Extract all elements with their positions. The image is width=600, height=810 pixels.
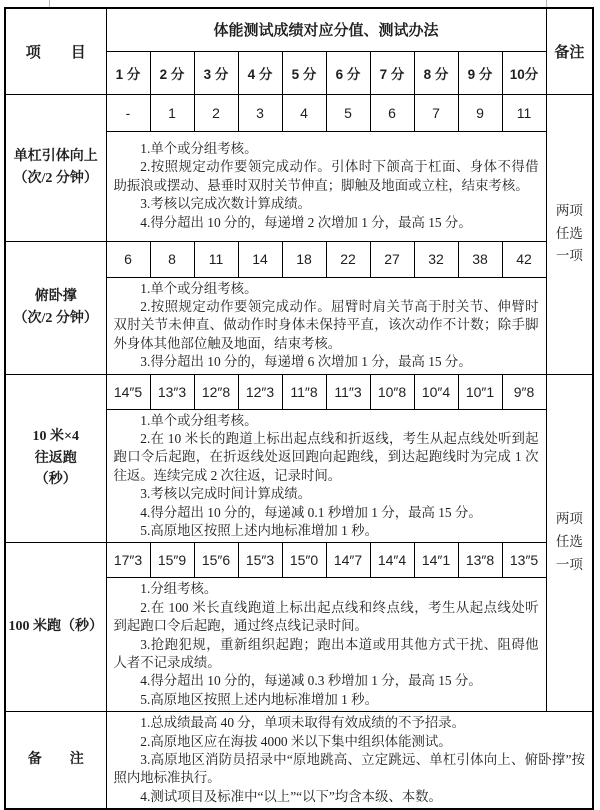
project-cell-pushups [5, 241, 106, 374]
score-header-2: 2 分 [150, 51, 194, 94]
value-cell: 22 [326, 241, 370, 277]
project-name-line: （次/2 分钟） [13, 310, 98, 326]
method-paragraph: 5.高原地区按照上述内地标准增加 1 秒。 [140, 691, 378, 707]
project-cell-shuttle-run [5, 374, 106, 543]
method-paragraph: 1.单个或分组考核。 [140, 280, 258, 296]
value-cell: 7 [414, 94, 458, 131]
value-cell: 11″8 [282, 374, 326, 409]
value-cell: 11″3 [326, 374, 370, 409]
value-cell: 3 [238, 94, 282, 131]
method-cell-pullups [106, 131, 546, 241]
method-paragraph: 1.分组考核。 [140, 581, 218, 597]
score-header-6: 6 分 [326, 51, 370, 94]
value-cell: 11 [194, 241, 238, 277]
value-cell: 18 [282, 241, 326, 277]
method-paragraph: 2.在 100 米长直线跑道上标出起点线和终点线，考生从起点线处听到起跑口令后起跑，通过终点线记录时间。 [113, 599, 539, 634]
value-cell: 12″8 [194, 374, 238, 409]
method-paragraph: 5.高原地区按照上述内地标准增加 1 秒。 [140, 522, 378, 538]
value-cell: 10″1 [458, 374, 502, 409]
value-cell: 11 [502, 94, 546, 131]
value-cell: 10″8 [370, 374, 414, 409]
value-cell: 9″8 [502, 374, 546, 409]
remarks-cell-choose-one-upper: 两项任选一项 [546, 94, 593, 374]
method-paragraph: 3.得分超出 10 分的，每递增 6 次增加 1 分，最高 15 分。 [140, 354, 472, 370]
method-paragraph: 4.得分超出 10 分的，每递减 0.1 秒增加 1 分，最高 15 分。 [140, 504, 482, 520]
value-cell: 42 [502, 241, 546, 277]
value-cell: 27 [370, 241, 414, 277]
value-cell: 2 [194, 94, 238, 131]
method-cell-shuttle-run [106, 409, 546, 543]
fitness-test-score-table [4, 7, 594, 810]
score-header-8: 8 分 [414, 51, 458, 94]
value-cell: - [106, 94, 150, 131]
gridline-artifact-right [546, 0, 547, 7]
value-cell: 13″3 [150, 374, 194, 409]
remarks-column-header: 备注 [546, 8, 593, 94]
method-paragraph: 2.在 10 米长的跑道上标出起点线和折返线，考生从起点线处听到起跑口令后起跑，在折返线处返回跑向起跑线，到达起跑线时为完成 1 次往返。连续完成 2 次往返，记录时间。 [113, 430, 539, 483]
method-paragraph: 3.考核以完成次数计算成绩。 [140, 196, 312, 212]
project-name-line: 100 米跑（秒） [8, 619, 103, 635]
value-cell: 1 [150, 94, 194, 131]
footer-remarks-label: 备 注 [5, 712, 106, 810]
score-header-3: 3 分 [194, 51, 238, 94]
footer-remarks-cell [106, 712, 593, 810]
method-paragraph: 2.按照规定动作要领完成动作。引体时下颌高于杠面、身体不得借助振浪或摆动、悬垂时双肘关节伸直；脚触及地面或立柱，结束考核。 [113, 159, 539, 193]
project-name-line: 往返跑 [34, 450, 77, 466]
table-title: 体能测试成绩对应分值、测试办法 [106, 8, 546, 51]
value-cell: 13″8 [458, 543, 502, 578]
value-cell: 6 [106, 241, 150, 277]
score-header-10: 10分 [502, 51, 546, 94]
method-cell-100m-run [106, 578, 546, 712]
value-cell: 14″4 [370, 543, 414, 578]
method-paragraph: 2.按照规定动作要领完成动作。屈臂时肩关节高于肘关节、伸臂时双肘关节未伸直、做动作时身体未保持平直，该次动作不计数；除手脚外身体其他部位触及地面，结束考核。 [113, 298, 539, 351]
footer-paragraph: 3.高原地区消防员招录中“原地跳高、立定跳远、单杠引体向上、俯卧撑”按照内地标准执行。 [113, 752, 586, 786]
value-cell: 12″3 [238, 374, 282, 409]
method-paragraph: 1.单个或分组考核。 [140, 412, 258, 428]
value-cell: 38 [458, 241, 502, 277]
project-cell-100m-run [5, 543, 106, 712]
value-cell: 15″9 [150, 543, 194, 578]
project-name-line: （次/2 分钟） [13, 170, 98, 186]
value-cell: 14 [238, 241, 282, 277]
value-cell: 9 [458, 94, 502, 131]
value-cell: 14″5 [106, 374, 150, 409]
footer-paragraph: 1.总成绩最高 40 分，单项未取得有效成绩的不予招录。 [140, 715, 466, 731]
method-paragraph: 4.得分超出 10 分的，每递减 0.3 秒增加 1 分，最高 15 分。 [140, 673, 482, 689]
value-cell: 14″7 [326, 543, 370, 578]
score-header-1: 1 分 [106, 51, 150, 94]
value-cell: 13″5 [502, 543, 546, 578]
value-cell: 4 [282, 94, 326, 131]
value-cell: 17″3 [106, 543, 150, 578]
footer-paragraph: 4.测试项目及标准中“以上”“以下”均含本级、本数。 [140, 788, 442, 804]
method-paragraph: 1.单个或分组考核。 [140, 140, 258, 156]
value-cell: 6 [370, 94, 414, 131]
project-name-line: 单杠引体向上 [13, 148, 98, 164]
remarks-cell-choose-one-lower: 两项任选一项 [546, 374, 593, 712]
value-cell: 5 [326, 94, 370, 131]
score-header-5: 5 分 [282, 51, 326, 94]
project-cell-pullups [5, 94, 106, 241]
footer-paragraph: 2.高原地区应在海拔 4000 米以下集中组织体能测试。 [140, 733, 452, 749]
score-header-9: 9 分 [458, 51, 502, 94]
value-cell: 8 [150, 241, 194, 277]
value-cell: 15″0 [282, 543, 326, 578]
value-cell: 14″1 [414, 543, 458, 578]
value-cell: 10″4 [414, 374, 458, 409]
project-name-line: （秒） [34, 472, 77, 488]
method-cell-pushups [106, 277, 546, 374]
value-cell: 15″6 [194, 543, 238, 578]
method-paragraph: 3.抢跑犯规，重新组织起跑；跑出本道或用其他方式干扰、阻碍他人者不记录成绩。 [113, 636, 539, 670]
method-paragraph: 4.得分超出 10 分的，每递增 2 次增加 1 分，最高 15 分。 [140, 214, 472, 230]
value-cell: 15″3 [238, 543, 282, 578]
project-column-header: 项 目 [5, 8, 106, 94]
project-name-line: 俯卧撑 [34, 288, 77, 304]
score-header-4: 4 分 [238, 51, 282, 94]
gridline-artifact-left [49, 0, 50, 7]
project-name-line: 10 米×4 [32, 428, 79, 444]
value-cell: 32 [414, 241, 458, 277]
score-header-7: 7 分 [370, 51, 414, 94]
method-paragraph: 3.考核以完成时间计算成绩。 [140, 486, 312, 502]
